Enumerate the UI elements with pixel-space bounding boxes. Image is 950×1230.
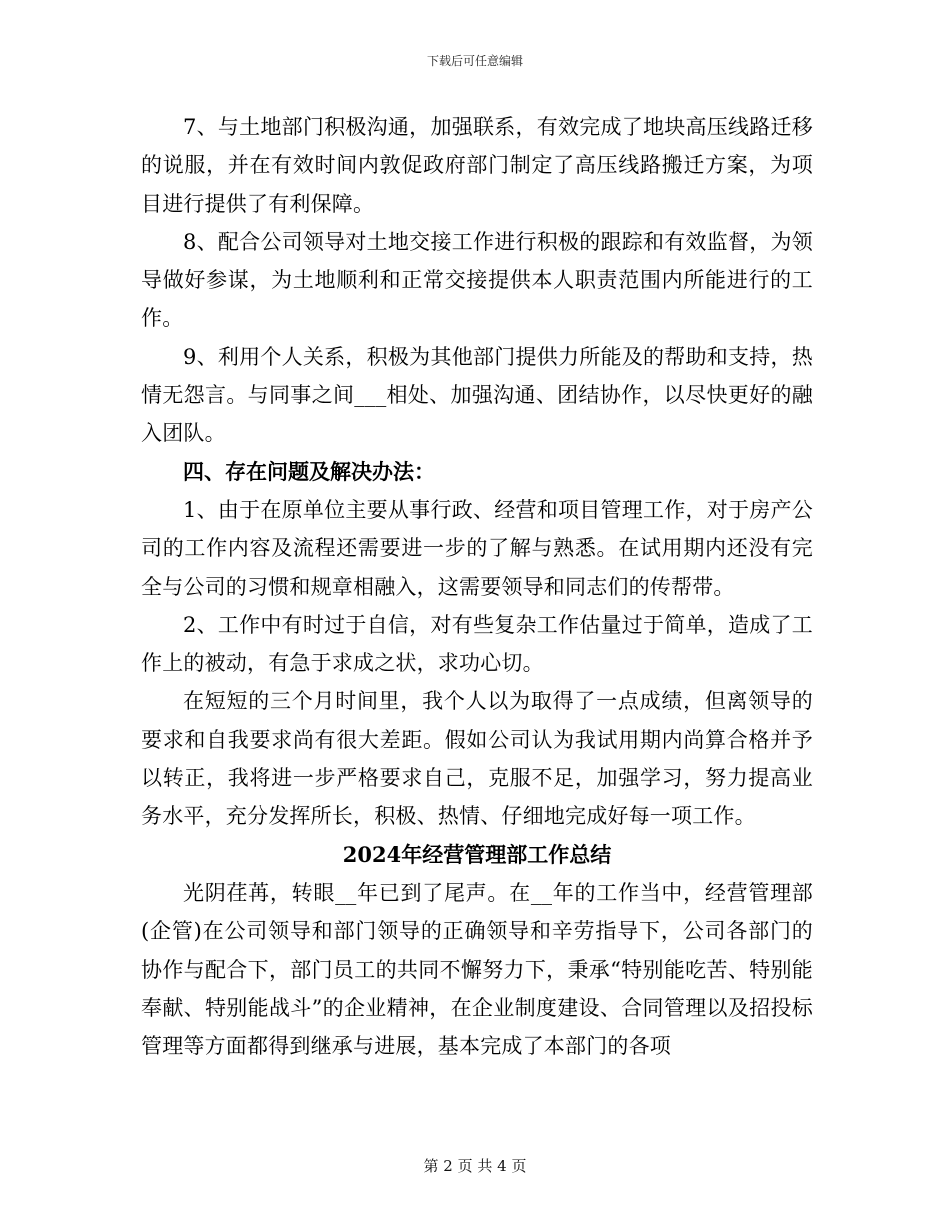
problem-paragraph-2: 2、工作中有时过于自信，对有些复杂工作估量过于简单，造成了工作上的被动，有急于求成之状，求功心切。 xyxy=(141,612,813,676)
paragraph-item-7: 7、与土地部门积极沟通，加强联系，有效完成了地块高压线路迁移的说服，并在有效时间内敦促政府部门制定了高压线路搬迁方案，为项目进行提供了有利保障。 xyxy=(141,115,813,216)
paragraph-item-9: 9、利用个人关系，积极为其他部门提供力所能及的帮助和支持，热情无怨言。与同事之间___相处、加强沟通、团结协作，以尽快更好的融入团队。 xyxy=(141,344,813,446)
page-header: 下载后可任意编辑 xyxy=(426,54,523,68)
problem-paragraph-1: 1、由于在原单位主要从事行政、经营和项目管理工作，对于房产公司的工作内容及流程还需要进一步的了解与熟悉。在试用期内还没有完全与公司的习惯和规章相融入，这需要领导和同志们的传帮带。 xyxy=(141,497,813,599)
page-footer: 第 2 页 共 4 页 xyxy=(423,1157,527,1175)
closing-paragraph: 在短短的三个月时间里，我个人以为取得了一点成绩，但离领导的要求和自我要求尚有很大差距。假如公司认为我试用期内尚算合格并予以转正，我将进一步严格要求自己，克服不足，加强学习，努力提高业务水平，充分发挥所长，积极、热情、仔细地完成好每一项工作。 xyxy=(141,689,813,829)
article-intro-paragraph: 光阴荏苒，转眼__年已到了尾声。在__年的工作当中，经营管理部(企管)在公司领导和部门领导的正确领导和辛劳指导下，公司各部门的协作与配合下，部门员工的共同不懈努力下，秉承“特别能吃苦、特别能奉献、特别能战斗”的企业精神，在企业制度建设、合同管理以及招投标管理等方面都得到继承与进展，基本完成了本部门的各项 xyxy=(141,880,813,1059)
article-title: 2024年经营管理部工作总结 xyxy=(342,841,612,867)
paragraph-item-8: 8、配合公司领导对土地交接工作进行积极的跟踪和有效监督，为领导做好参谋，为土地顺利和正常交接提供本人职责范围内所能进行的工作。 xyxy=(141,229,813,331)
document-body xyxy=(141,108,813,1065)
section-heading: 四、存在问题及解决办法： xyxy=(183,458,435,484)
